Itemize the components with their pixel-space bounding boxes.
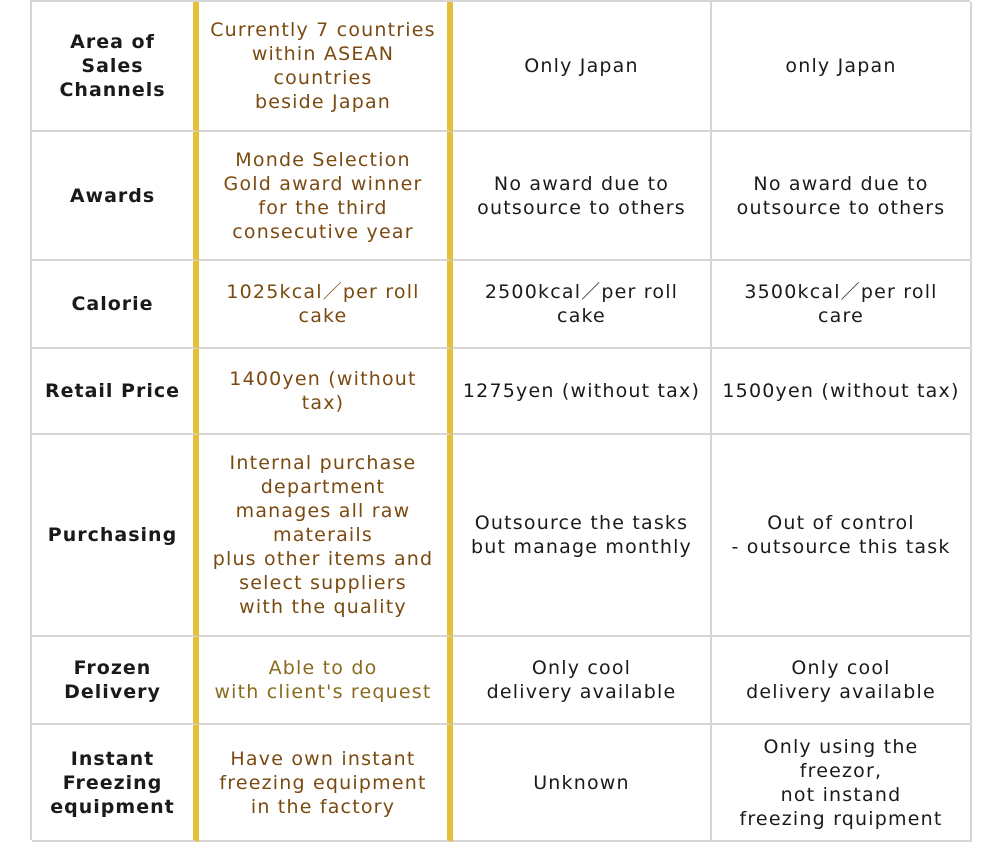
ours-purchasing: Internal purchase department manages all raw materails plus other items and select suppliers with the quality bbox=[199, 435, 453, 637]
comparison-table bbox=[30, 0, 970, 840]
ours-instant-freezing: Have own instant freezing equipment in the factory bbox=[199, 725, 453, 842]
competitor1-retail-price: 1275yen (without tax) bbox=[453, 349, 712, 435]
competitor1-calorie: 2500kcal／per roll cake bbox=[453, 261, 712, 349]
competitor1-sales-channels: Only Japan bbox=[453, 2, 712, 132]
ours-sales-channels: Currently 7 countries within ASEAN countries beside Japan bbox=[199, 2, 453, 132]
ours-awards: Monde Selection Gold award winner for the third consecutive year bbox=[199, 132, 453, 261]
competitor2-retail-price: 1500yen (without tax) bbox=[712, 349, 972, 435]
row-header-frozen-delivery: Frozen Delivery bbox=[32, 637, 199, 725]
competitor2-awards: No award due to outsource to others bbox=[712, 132, 972, 261]
ours-frozen-delivery: Able to do with client's request bbox=[199, 637, 453, 725]
competitor1-frozen-delivery: Only cool delivery available bbox=[453, 637, 712, 725]
competitor1-purchasing: Outsource the tasks but manage monthly bbox=[453, 435, 712, 637]
row-header-retail-price: Retail Price bbox=[32, 349, 199, 435]
row-header-instant-freezing: Instant Freezing equipment bbox=[32, 725, 199, 842]
competitor2-instant-freezing: Only using the freezor, not instand freezing rquipment bbox=[712, 725, 972, 842]
row-header-awards: Awards bbox=[32, 132, 199, 261]
row-header-sales-channels: Area of Sales Channels bbox=[32, 2, 199, 132]
row-header-purchasing: Purchasing bbox=[32, 435, 199, 637]
competitor1-awards: No award due to outsource to others bbox=[453, 132, 712, 261]
competitor2-frozen-delivery: Only cool delivery available bbox=[712, 637, 972, 725]
competitor2-sales-channels: only Japan bbox=[712, 2, 972, 132]
ours-retail-price: 1400yen (without tax) bbox=[199, 349, 453, 435]
competitor1-instant-freezing: Unknown bbox=[453, 725, 712, 842]
competitor2-calorie: 3500kcal／per roll care bbox=[712, 261, 972, 349]
row-header-calorie: Calorie bbox=[32, 261, 199, 349]
competitor2-purchasing: Out of control - outsource this task bbox=[712, 435, 972, 637]
ours-calorie: 1025kcal／per roll cake bbox=[199, 261, 453, 349]
